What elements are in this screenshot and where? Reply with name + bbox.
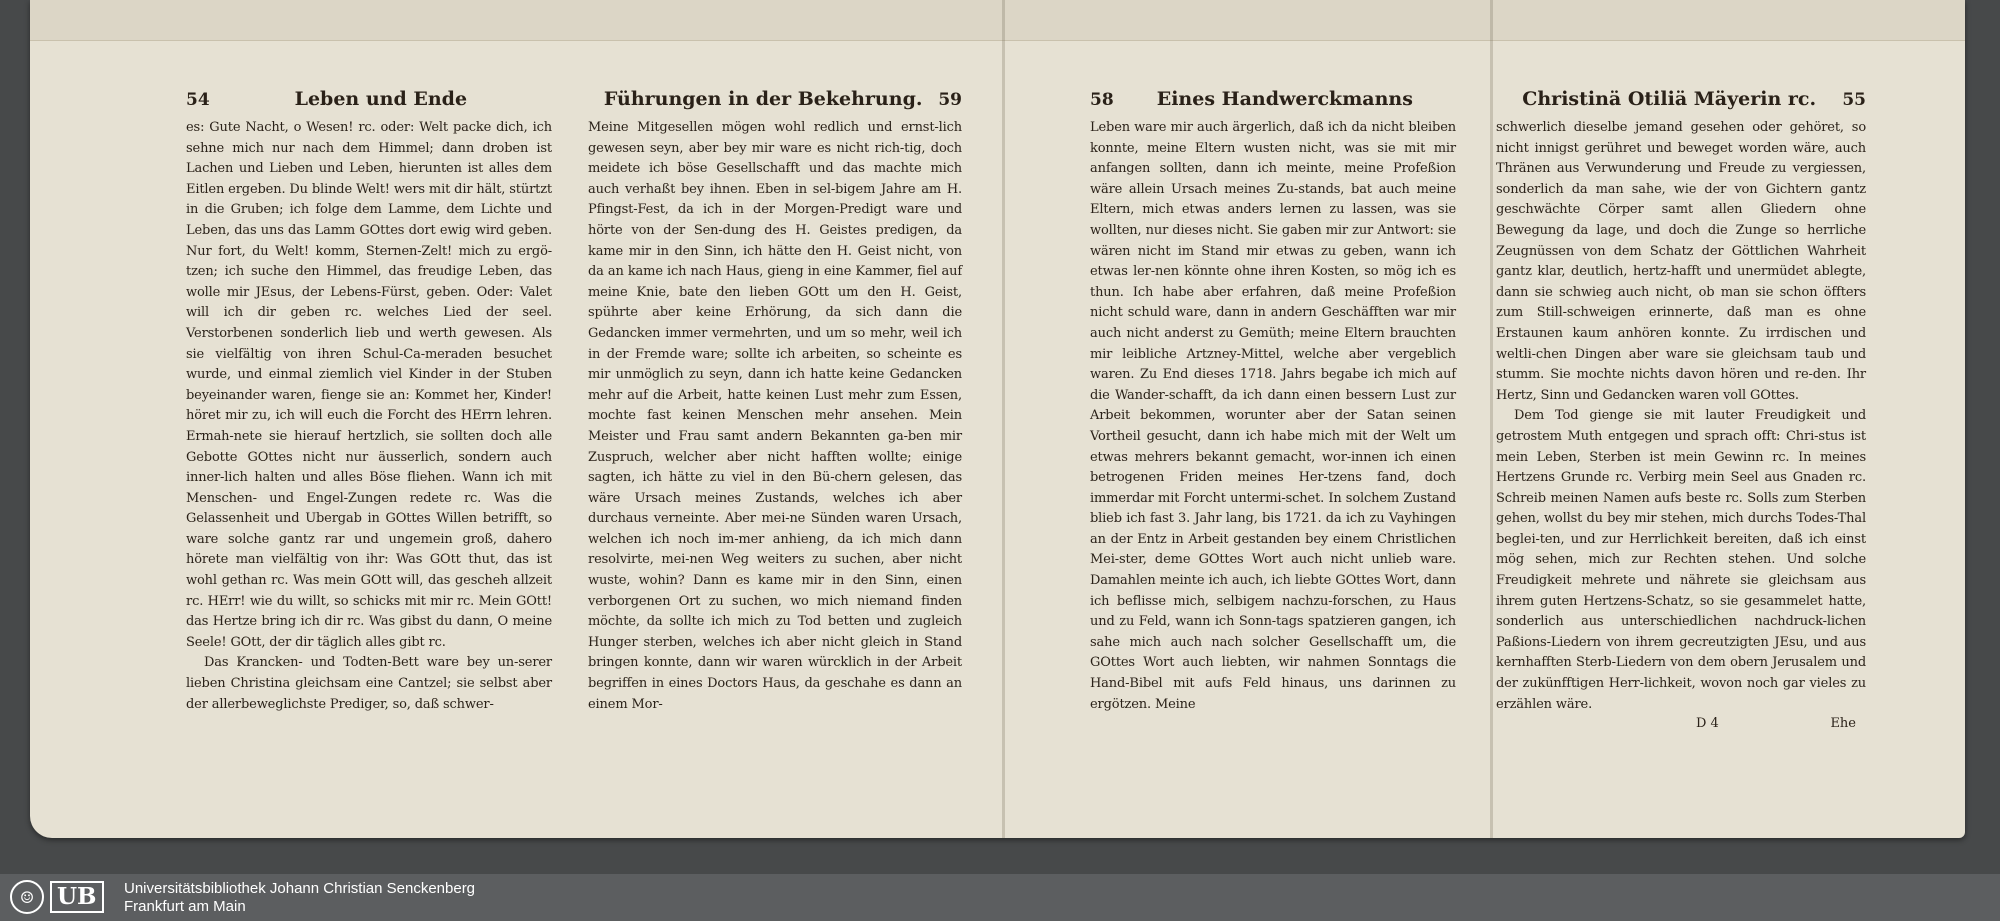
library-name-line1: Universitätsbibliothek Johann Christian Senckenberg (124, 880, 476, 897)
page-number: 54 (186, 90, 210, 110)
page-text (186, 118, 552, 715)
folded-top-edge (30, 0, 1965, 41)
ub-logo-text: UB (50, 881, 104, 913)
page-text (588, 118, 962, 715)
running-title: Eines Handwerckmanns (1156, 88, 1413, 110)
catchword: Ehe (1830, 716, 1856, 732)
page-header (1090, 88, 1456, 118)
center-fold-crease (1002, 0, 1005, 838)
page-58 (1090, 88, 1456, 715)
scanned-sheet (30, 0, 1965, 838)
page-text (1496, 118, 1866, 715)
running-title: Leben und Ende (294, 88, 468, 110)
page-text (1090, 118, 1456, 715)
page-header (588, 88, 962, 118)
paragraph: Das Krancken- und Todten-Bett ware bey un-serer lieben Christina gleichsam eine Cantzel; sie selbst aber der allerbeweglichste Prediger, so, daß schwer- (186, 655, 552, 712)
page-55 (1496, 88, 1866, 733)
paragraph: Meine Mitgesellen mögen wohl redlich und ernst-lich gewesen seyn, aber bey mir ware es nicht rich-tig, doch meidete ich böse Gesellschafft und das machte mich auch verhaßt bey ihnen. Eben in sel-bigem Jahre am H. Pfingst-Fest, da ich in der Morgen-Predigt ware und hörte von der Sen-dung des H. Geistes predigen, da kame mir in den Sinn, ich hätte den H. Geist nicht, von da an kame ich nach Haus, gieng in eine Kammer, fiel auf meine Knie, bate den lieben GOtt um den H. Geist, spührte aber keine Erhörung, da sich dann die Gedancken immer vermehrten, und um so mehr, weil ich in der Fremde ware; sollte ich arbeiten, so scheinte es mir unmöglich zu seyn, dann ich hatte keine Gedancken mehr auf die Arbeit, hatte keinen Lust mehr zum Essen, mochte fast keinen Menschen mehr ansehen. Mein Meister und Frau samt andern Bekannten ga-ben mir Zuspruch, welcher aber nicht hafften wollte; einige sagten, ich hätte zu viel in den Bü-chern gelesen, das wäre Ursach meines Zustands, welches ich aber durchaus verneinte. Aber mei-ne Sünden waren Ursach, welchen ich noch im-mer anhieng, da ich mich dann resolvirte, mei-nen Weg weiters zu suchen, aber nicht wuste, wohin? Dann es kame mir in den Sinn, einen verborgenen Ort zu suchen, wo mich niemand finden möchte, da sollte ich mich zu Tod betten und zugleich Hunger sterben, welches ich aber nicht gleich in Stand bringen konnte, dann wir waren würcklich in der Arbeit begriffen in eines Doctors Haus, da geschahe es dann an einem Mor- (588, 120, 962, 712)
paragraph: Leben ware mir auch ärgerlich, daß ich da nicht bleiben konnte, meine Eltern wusten nicht, was sie mit mir anfangen sollten, dann ich meinte, meine Profeßion wäre allein Ursach meines Zu-stands, bat auch meine Eltern, mich etwas anders lernen zu lassen, was sie wollten, nur dieses nicht. Sie gaben mir zur Antwort: sie wären nicht im Stand mir etwas zu geben, wann ich etwas ler-nen könnte ohne ihren Kosten, so mög ich es thun. Ich habe aber erfahren, daß meine Profeßion nicht schuld ware, dann in andern Geschäfften war mir auch nicht anderst zu Gemüth; meine Eltern brauchten mir leibliche Artzney-Mittel, welche aber vergeblich waren. Zu End dieses 1718. Jahrs begabe ich mich auf die Wander-schafft, da ich dann einen bessern Lust zur Arbeit bekommen, worunter aber der Satan seinen Vortheil gesucht, dann ich habe mich mit der Welt um etwas mehrers bekannt gemacht, wor-innen ich einen betrogenen Friden meines Her-tzens fand, doch immerdar mit Forcht untermi-schet. In solchem Zustand blieb ich fast 3. Jahr lang, bis 1721. da ich zu Vayhingen an der Entz in Arbeit gestanden bey einem Christlichen Mei-ster, deme GOttes Wort auch nicht unlieb ware. Damahlen meinte ich auch, ich liebte GOttes Wort, dann ich beflisse mich, selbigem nachzu-forschen, zu Haus und zu Feld, wann ich Sonn-tags spatzieren gangen, ich sahe mich auch nach solcher Gesellschafft um, die GOttes Wort auch liebten, wir nahmen Sonntags die Hand-Bibel mit aufs Feld hinaus, uns darinnen zu ergötzen. Meine (1090, 120, 1456, 712)
side-fold-crease (1490, 0, 1493, 838)
signature-mark: D 4 (1696, 716, 1719, 732)
paragraph: es: Gute Nacht, o Wesen! rc. oder: Welt packe dich, ich sehne mich nur nach dem Himmel; dann droben ist Lachen und Lieben und Leben, hierunten ist alles dem Eitlen ergeben. Du blinde Welt! wers mit dir hält, stürtzt in die Gruben; ich folge dem Lamme, dem Lichte und Leben, das uns das Lamm GOttes dort ewig wird geben. Nur fort, du Welt! komm, Sternen-Zelt! mich zu ergö-tzen; ich suche den Himmel, das freudige Leben, das wolle mir JEsus, der Lebens-Fürst, geben. Oder: Valet will ich dir geben rc. welches Lied der seel. Verstorbenen sonderlich lieb und werth gewesen. Als sie vielfältig von ihren Schul-Ca-meraden besuchet wurde, und einmal ziemlich viel Kinder in der Stuben beyeinander waren, fienge sie an: Kommet her, Kinder! höret mir zu, ich will euch die Forcht des HErrn lehren. Ermah-nete sie hierauf hertzlich, sie sollten doch alle Gebotte GOttes nicht nur äusserlich, sondern auch inner-lich halten und alles Böse fliehen. Wann ich mit Menschen- und Engel-Zungen redete rc. Was die Gelassenheit und Ubergab in GOttes Willen betrifft, so ware solche gantz rar und ungemein groß, dahero hörete man vielfältig von ihr: Was GOtt thut, das ist wohl gethan rc. Was mein GOtt will, das gescheh allzeit rc. HErr! wie du willt, so schicks mit mir rc. Mein GOtt! das Hertze bring ich dir rc. Was gibst du dann, O meine Seele! GOtt, der dir täglich alles gibt rc. (186, 120, 552, 650)
page-header (186, 88, 552, 118)
portrait-seal-icon: ☺ (10, 880, 44, 914)
signature-line (1496, 715, 1866, 733)
page-number: 55 (1842, 90, 1866, 110)
running-title: Führungen in der Bekehrung. (603, 88, 923, 110)
library-logo[interactable] (10, 879, 104, 915)
page-header (1496, 88, 1866, 118)
running-title: Christinä Otiliä Mäyerin rc. (1522, 88, 1817, 110)
page-59 (588, 88, 962, 715)
page-number: 59 (938, 90, 962, 110)
library-footer (0, 874, 2000, 921)
page-number: 58 (1090, 90, 1114, 110)
library-name-line2: Frankfurt am Main (124, 898, 246, 915)
library-name (124, 880, 475, 916)
page-54 (186, 88, 552, 715)
paragraph: Dem Tod gienge sie mit lauter Freudigkeit und getrostem Muth entgegen und sprach offt: Chri-stus ist mein Leben, Sterben ist mein Gewinn rc. In meines Hertzens Grunde rc. Verbirg mein Seel aus Gnaden rc. Schreib meinen Namen aufs beste rc. Solls zum Sterben gehen, wollst du bey mir stehen, mich durchs Todes-Thal beglei-ten, und zur Herrlichkeit bereiten, daß ich einst mög sehen, mich zur Rechten stehen. Und solche Freudigkeit mehrete und nährete sie gleichsam aus ihrem guten Hertzens-Schatz, so sie gesammelet hatte, sonderlich aus unterschiedlichen nachdruck-lichen Paßions-Liedern von ihrem gecreutzigten JEsu, und aus kernhafften Sterb-Liedern von dem obern Jerusalem und der zukünfftigen Herr-lichkeit, wovon noch gar vieles zu erzählen wäre. (1496, 408, 1866, 712)
paragraph: schwerlich dieselbe jemand gesehen oder gehöret, so nicht innigst gerühret und beweget worden wäre, auch Thränen aus Verwunderung und Freude zu vergiessen, sonderlich da man sahe, wie der von Gichtern gantz geschwächte Cörper samt allen Gliedern ohne Bewegung da lage, und doch die Zunge so herrliche Zeugnüssen von dem Schatz der Göttlichen Wahrheit gantz klar, deutlich, hertz-hafft und unermüdet ablegte, dann sie schwieg auch nicht, ob man sie schon öffters zum Still-schweigen erinnerte, daß man es ohne Erstaunen kaum anhören konnte. Zu irrdischen und weltli-chen Dingen aber ware sie gleichsam taub und stumm. Sie mochte nichts davon hören und re-den. Ihr Hertz, Sinn und Gedancken waren voll GOttes. (1496, 120, 1866, 403)
